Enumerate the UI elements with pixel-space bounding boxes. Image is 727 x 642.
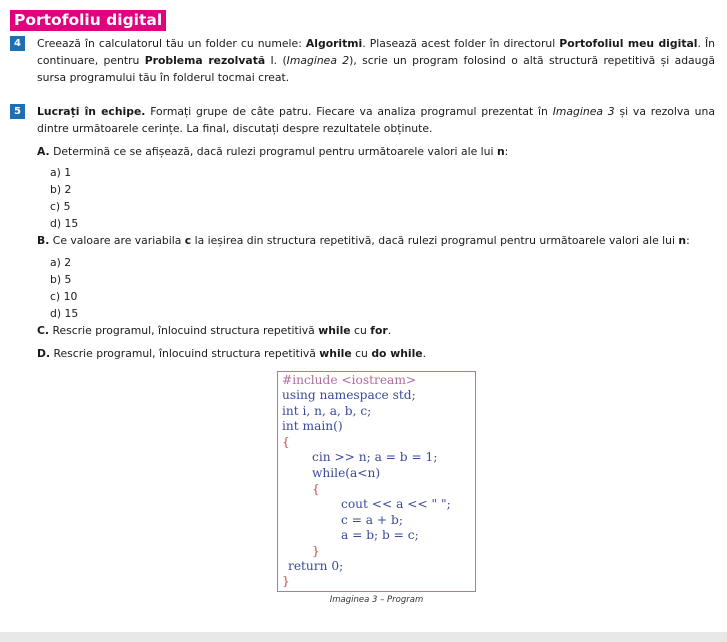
option-a-2: b) 2 [50, 183, 72, 196]
option-b-2: b) 5 [50, 273, 72, 286]
code-line-swap: a = b; b = c; [341, 528, 419, 542]
code-line-while-close: } [312, 544, 320, 558]
requirement-a: A. Determină ce se afișează, dacă rulezi programul pentru următoarele valori ale lui n: [37, 145, 509, 158]
code-line-sum: c = a + b; [341, 513, 403, 527]
code-line-main: int main() [282, 419, 343, 433]
figure-caption: Imaginea 3 – Program [329, 595, 424, 605]
code-listing [277, 371, 476, 592]
code-line-while-open: { [312, 482, 320, 496]
option-a-4: d) 15 [50, 217, 79, 230]
code-line-close-brace: } [282, 574, 290, 588]
page-footer-bar [0, 632, 727, 642]
code-line-while: while(a<n) [312, 466, 381, 480]
code-line-return: return 0; [288, 559, 344, 573]
section-banner: Portofoliu digital [10, 10, 166, 31]
code-line-include: #include <iostream> [282, 373, 417, 387]
task-number-badge: 5 [10, 104, 25, 119]
task-4 [10, 35, 715, 86]
option-a-1: a) 1 [50, 166, 72, 179]
option-b-1: a) 2 [50, 256, 72, 269]
requirement-d: D. Rescrie programul, înlocuind structura repetitivă while cu do while. [37, 347, 427, 360]
task-5 [10, 103, 715, 137]
task-4-text: Creează în calculatorul tău un folder cu numele: Algoritmi. Plasează acest folder în directorul Portofoliul meu digital. În continuare, pentru Problema rezolvată I. (Imaginea 2), scrie un program folosind o altă structură repetitivă și adaugă sursa programului tău în folderul tocmai creat. [37, 37, 715, 84]
option-b-3: c) 10 [50, 290, 78, 303]
code-line-open-brace: { [282, 435, 290, 449]
requirement-b: B. Ce valoare are variabila c la ieșirea din structura repetitivă, dacă rulezi programul pentru următoarele valori ale lui n: [37, 234, 690, 247]
code-line-cout: cout << a << " "; [341, 497, 451, 511]
task-5-text: Lucrați în echipe. Formați grupe de câte patru. Fiecare va analiza programul prezentat în Imaginea 3 și va rezolva una dintre următoarele cerințe. La final, discutați despre rezultatele obținute. [37, 105, 715, 135]
code-line-namespace: using namespace std; [282, 388, 416, 402]
requirement-c: C. Rescrie programul, înlocuind structura repetitivă while cu for. [37, 324, 392, 337]
code-line-declarations: int i, n, a, b, c; [282, 404, 372, 418]
option-b-4: d) 15 [50, 307, 79, 320]
code-line-cin: cin >> n; a = b = 1; [312, 450, 438, 464]
option-a-3: c) 5 [50, 200, 71, 213]
task-number-badge: 4 [10, 36, 25, 51]
